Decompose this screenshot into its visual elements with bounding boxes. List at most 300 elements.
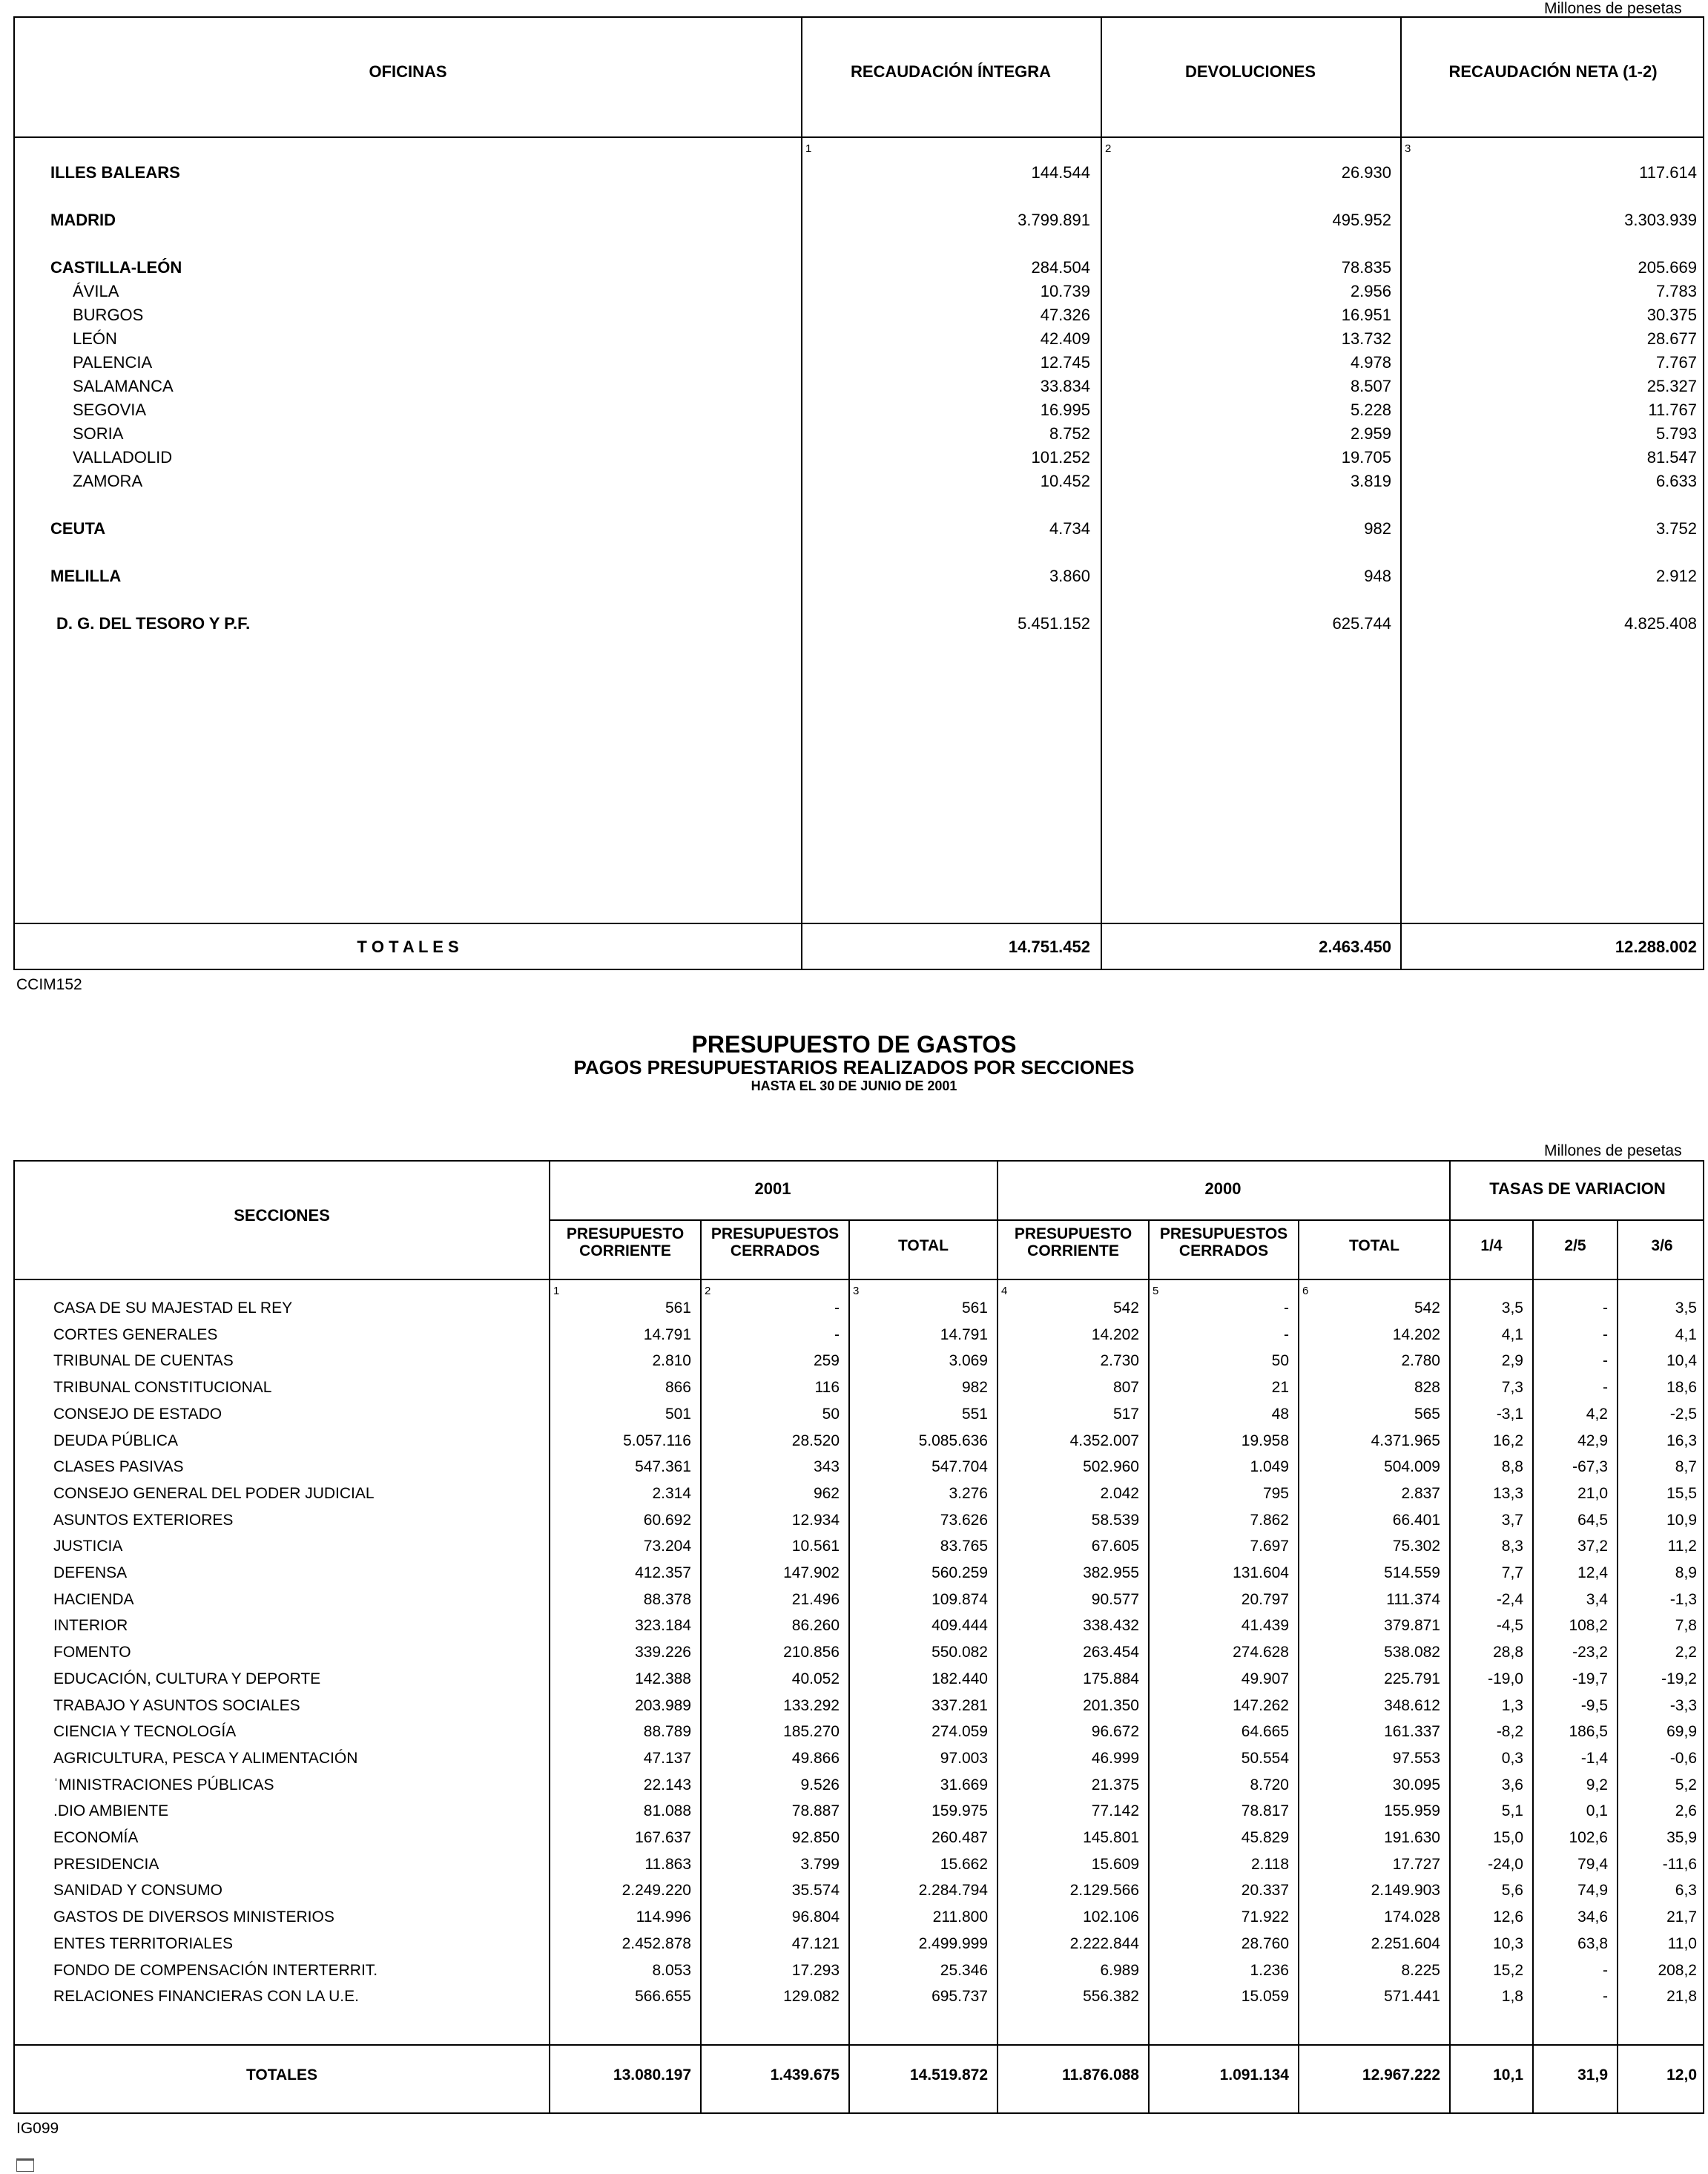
cell-value: 550.082: [932, 1644, 988, 1661]
cell-value: 7,7: [1501, 1564, 1523, 1581]
cell-value: 21.496: [791, 1591, 840, 1608]
cell-value: 274.059: [932, 1723, 988, 1740]
cell-value: 102,6: [1569, 1829, 1608, 1846]
cell-value: 382.955: [1083, 1564, 1139, 1581]
cell-value: 2.810: [652, 1352, 691, 1369]
total-value: 31,9: [1577, 2066, 1608, 2084]
header-recaudacion-neta: RECAUDACIÓN NETA (1-2): [1448, 62, 1658, 81]
table-row: [15, 1908, 1703, 1931]
row-label: EDUCACIÓN, CULTURA Y DEPORTE: [53, 1670, 321, 1687]
header-2001: 2001: [754, 1179, 791, 1198]
cell-value: 46.999: [1091, 1750, 1139, 1767]
cell-value: 12.934: [791, 1512, 840, 1529]
cell-value: 560.259: [932, 1564, 988, 1581]
cell-value: 73.204: [643, 1538, 691, 1555]
cell-value: 10,3: [1493, 1935, 1523, 1952]
page-date: HASTA EL 30 DE JUNIO DE 2001: [751, 1078, 957, 1093]
cell-value: 28.677: [1646, 329, 1697, 348]
row-label: PALENCIA: [73, 353, 153, 372]
total-value: 10,1: [1493, 2066, 1523, 2084]
cell-value: -9,5: [1580, 1697, 1608, 1714]
cell-value: 3.303.939: [1624, 211, 1697, 229]
cell-value: -: [1603, 1988, 1608, 2005]
cell-value: 25.346: [940, 1962, 988, 1979]
row-label: LEÓN: [73, 329, 117, 348]
group-divider: [549, 1219, 1703, 1221]
cell-value: 8,8: [1501, 1458, 1523, 1475]
cell-value: 19.705: [1341, 448, 1391, 467]
cell-value: 92.850: [791, 1829, 840, 1846]
row-label: ECONOMÍA: [53, 1829, 139, 1846]
cell-value: 2.452.878: [621, 1935, 691, 1952]
cell-value: 21,0: [1577, 1485, 1608, 1502]
cell-value: 17.727: [1392, 1856, 1440, 1873]
cell-value: 45.829: [1241, 1829, 1289, 1846]
header-tasas: TASAS DE VARIACION: [1489, 1179, 1666, 1198]
row-label: PRESIDENCIA: [53, 1856, 159, 1873]
cell-value: 16,2: [1493, 1432, 1523, 1449]
cell-value: 565: [1414, 1406, 1440, 1423]
total-value: 12.967.222: [1362, 2066, 1440, 2084]
cell-value: 561: [961, 1300, 988, 1317]
cell-value: 131.604: [1233, 1564, 1289, 1581]
cell-value: 201.350: [1083, 1697, 1139, 1714]
cell-value: 49.907: [1241, 1670, 1289, 1687]
row-label: ˈMINISTRACIONES PÚBLICAS: [53, 1776, 274, 1793]
cell-value: 10.739: [1040, 282, 1090, 300]
cell-value: 18,6: [1666, 1379, 1697, 1396]
row-label: FOMENTO: [53, 1644, 131, 1661]
cell-value: 962: [813, 1485, 840, 1502]
collections-table: [13, 16, 1704, 970]
cell-value: 96.804: [791, 1908, 840, 1926]
cell-value: 97.003: [940, 1750, 988, 1767]
cell-value: 538.082: [1384, 1644, 1440, 1661]
cell-value: 2,9: [1501, 1352, 1523, 1369]
cell-value: 16,3: [1666, 1432, 1697, 1449]
row-label: AGRICULTURA, PESCA Y ALIMENTACIÓN: [53, 1750, 358, 1767]
cell-value: 109.874: [932, 1591, 988, 1608]
cell-value: 117.614: [1639, 163, 1697, 182]
cell-value: -: [834, 1300, 840, 1317]
cell-value: 133.292: [783, 1697, 840, 1714]
cell-value: -4,5: [1496, 1617, 1523, 1634]
cell-value: 17.293: [791, 1962, 840, 1979]
subheader: 2/5: [1564, 1237, 1586, 1254]
row-label: CEUTA: [50, 519, 106, 538]
cell-value: 71.922: [1241, 1908, 1289, 1926]
table-row: [15, 1406, 1703, 1428]
page-title: PRESUPUESTO DE GASTOS: [691, 1031, 1017, 1058]
cell-value: 10.561: [791, 1538, 840, 1555]
cell-value: 69,9: [1666, 1723, 1697, 1740]
row-label: DEFENSA: [53, 1564, 128, 1581]
cell-value: 5,2: [1675, 1776, 1697, 1793]
cell-value: -19,2: [1661, 1670, 1697, 1687]
total-value: 14.519.872: [909, 2066, 988, 2084]
cell-value: 1,8: [1501, 1988, 1523, 2005]
cell-value: 186,5: [1569, 1723, 1608, 1740]
cell-value: 4,1: [1675, 1326, 1697, 1343]
row-label: CONSEJO GENERAL DEL PODER JUDICIAL: [53, 1485, 375, 1502]
header-oficinas: OFICINAS: [369, 62, 447, 81]
cell-value: 2.222.844: [1069, 1935, 1139, 1952]
report-code-1: CCIM152: [16, 976, 82, 993]
unit-label-1: Millones de pesetas: [1544, 0, 1682, 17]
cell-value: 21,8: [1666, 1988, 1697, 2005]
cell-value: 1,3: [1501, 1697, 1523, 1714]
cell-value: 556.382: [1083, 1988, 1139, 2005]
cell-value: 7,8: [1675, 1617, 1697, 1634]
row-label: JUSTICIA: [53, 1538, 123, 1555]
cell-value: 514.559: [1384, 1564, 1440, 1581]
table-row: [15, 1935, 1703, 1957]
row-label: CIENCIA Y TECNOLOGÍA: [53, 1723, 237, 1740]
cell-value: 78.887: [791, 1802, 840, 1819]
table-row: [15, 472, 1703, 494]
cell-value: 2.730: [1100, 1352, 1139, 1369]
cell-value: 8,9: [1675, 1564, 1697, 1581]
cell-value: -8,2: [1496, 1723, 1523, 1740]
cell-value: 145.801: [1083, 1829, 1139, 1846]
totals-divider: [15, 2044, 1703, 2046]
cell-value: 3,4: [1586, 1591, 1608, 1608]
cell-value: 2.780: [1401, 1352, 1440, 1369]
cell-value: 274.628: [1233, 1644, 1289, 1661]
table-row: [15, 1432, 1703, 1455]
cell-value: 28.520: [791, 1432, 840, 1449]
cell-value: 1.236: [1250, 1962, 1289, 1979]
row-label: ILLES BALEARS: [50, 163, 180, 182]
cell-value: -: [1603, 1962, 1608, 1979]
cell-value: 3.276: [949, 1485, 988, 1502]
cell-value: 2.314: [652, 1485, 691, 1502]
cell-value: 3.799: [800, 1856, 840, 1873]
table-row: [15, 1776, 1703, 1799]
table-row: [15, 282, 1703, 304]
cell-value: 12,4: [1577, 1564, 1608, 1581]
row-label: GASTOS DE DIVERSOS MINISTERIOS: [53, 1908, 334, 1926]
cell-value: 75.302: [1392, 1538, 1440, 1555]
cell-value: 97.553: [1392, 1750, 1440, 1767]
cell-value: 8.720: [1250, 1776, 1289, 1793]
cell-value: 504.009: [1384, 1458, 1440, 1475]
cell-value: -: [1603, 1300, 1608, 1317]
cell-value: 343: [813, 1458, 840, 1475]
cell-value: 263.454: [1083, 1644, 1139, 1661]
table-row: [15, 1670, 1703, 1693]
row-label: VALLADOLID: [73, 448, 173, 467]
cell-value: 90.577: [1091, 1591, 1139, 1608]
cell-value: 14.202: [1392, 1326, 1440, 1343]
cell-value: 147.262: [1233, 1697, 1289, 1714]
cell-value: 50: [822, 1406, 840, 1423]
cell-value: 50: [1271, 1352, 1289, 1369]
cell-value: 502.960: [1083, 1458, 1139, 1475]
table-row: [15, 1564, 1703, 1587]
row-label: SEGOVIA: [73, 401, 147, 419]
cell-value: 28.760: [1241, 1935, 1289, 1952]
cell-value: 25.327: [1646, 377, 1697, 395]
cell-value: 2.042: [1100, 1485, 1139, 1502]
cell-value: 9,2: [1586, 1776, 1608, 1793]
cell-value: 5.451.152: [1018, 614, 1090, 633]
cell-value: 12.745: [1040, 353, 1090, 372]
cell-value: 210.856: [783, 1644, 840, 1661]
row-label: ASUNTOS EXTERIORES: [53, 1512, 234, 1529]
row-label: HACIENDA: [53, 1591, 134, 1608]
cell-value: 547.361: [635, 1458, 691, 1475]
cell-value: 4.734: [1049, 519, 1090, 538]
table-row: [15, 211, 1703, 233]
table-row: [15, 1829, 1703, 1851]
table-row: [15, 1352, 1703, 1374]
table-row: [15, 567, 1703, 589]
table-row: [15, 1988, 1703, 2010]
cell-value: 174.028: [1384, 1908, 1440, 1926]
cell-value: 88.789: [643, 1723, 691, 1740]
cell-value: 948: [1364, 567, 1391, 585]
cell-value: 28,8: [1493, 1644, 1523, 1661]
cell-value: 15.059: [1241, 1988, 1289, 2005]
cell-value: 15.609: [1091, 1856, 1139, 1873]
cell-value: 79,4: [1577, 1856, 1608, 1873]
cell-value: -: [834, 1326, 840, 1343]
row-label: CASTILLA-LEÓN: [50, 258, 182, 277]
cell-value: 2.959: [1350, 424, 1391, 443]
row-label: MELILLA: [50, 567, 122, 585]
total-value: 12,0: [1666, 2066, 1697, 2084]
cell-value: 8,3: [1501, 1538, 1523, 1555]
cell-value: 175.884: [1083, 1670, 1139, 1687]
cell-value: 34,6: [1577, 1908, 1608, 1926]
cell-value: -1,3: [1669, 1591, 1697, 1608]
table-row: [15, 448, 1703, 470]
cell-value: 6.633: [1655, 472, 1697, 490]
cell-value: 259: [813, 1352, 840, 1369]
payments-table: [13, 1160, 1704, 2114]
subheader: TOTAL: [897, 1237, 949, 1254]
header-divider: [15, 136, 1703, 138]
cell-value: 102.106: [1083, 1908, 1139, 1926]
cell-value: 866: [665, 1379, 691, 1396]
row-label: CASA DE SU MAJESTAD EL REY: [53, 1300, 293, 1317]
cell-value: 2.499.999: [918, 1935, 988, 1952]
cell-value: 203.989: [635, 1697, 691, 1714]
cell-value: 542: [1112, 1300, 1139, 1317]
subheader: PRESUPUESTOS CERRADOS: [1159, 1225, 1288, 1259]
subheader: 1/4: [1480, 1237, 1503, 1254]
row-label: .DIO AMBIENTE: [53, 1802, 169, 1819]
cell-value: 101.252: [1031, 448, 1090, 467]
cell-value: 63,8: [1577, 1935, 1608, 1952]
cell-value: 83.765: [940, 1538, 988, 1555]
cell-value: 4.978: [1350, 353, 1391, 372]
totals-label: TOTALES: [245, 2066, 318, 2084]
cell-value: 625.744: [1332, 614, 1391, 633]
column-number: 1: [805, 142, 812, 155]
cell-value: 20.797: [1241, 1591, 1289, 1608]
cell-value: 8,7: [1675, 1458, 1697, 1475]
cell-value: 11.767: [1648, 401, 1697, 419]
cell-value: 129.082: [783, 1988, 840, 2005]
cell-value: 3,5: [1675, 1300, 1697, 1317]
column-number: 4: [1001, 1285, 1008, 1297]
cell-value: -: [1603, 1326, 1608, 1343]
cell-value: -24,0: [1488, 1856, 1523, 1873]
row-label: CONSEJO DE ESTADO: [53, 1406, 222, 1423]
cell-value: 807: [1112, 1379, 1139, 1396]
row-label: CLASES PASIVAS: [53, 1458, 184, 1475]
cell-value: 0,1: [1586, 1802, 1608, 1819]
cell-value: -67,3: [1572, 1458, 1608, 1475]
cell-value: 8.752: [1049, 424, 1090, 443]
cell-value: 19.958: [1241, 1432, 1289, 1449]
cell-value: 11.863: [644, 1856, 691, 1873]
cell-value: 78.817: [1241, 1802, 1289, 1819]
cell-value: 77.142: [1091, 1802, 1139, 1819]
header-divider: [15, 1279, 1703, 1280]
cell-value: 14.791: [940, 1326, 988, 1343]
cell-value: 208,2: [1658, 1962, 1697, 1979]
table-row: [15, 377, 1703, 399]
row-label: TRABAJO Y ASUNTOS SOCIALES: [53, 1697, 300, 1714]
table-row: [15, 1591, 1703, 1613]
cell-value: 12,6: [1493, 1908, 1523, 1926]
column-number: 3: [1405, 142, 1411, 155]
total-value: 2.463.450: [1319, 938, 1391, 956]
cell-value: 4.371.965: [1371, 1432, 1440, 1449]
cell-value: 8.225: [1401, 1962, 1440, 1979]
column-number: 2: [705, 1285, 711, 1297]
cell-value: 225.791: [1384, 1670, 1440, 1687]
cell-value: 8.053: [652, 1962, 691, 1979]
cell-value: 86.260: [791, 1617, 840, 1634]
cell-value: 108,2: [1569, 1617, 1608, 1634]
cell-value: 155.959: [1384, 1802, 1440, 1819]
cell-value: -23,2: [1572, 1644, 1608, 1661]
cell-value: 982: [1364, 519, 1391, 538]
cell-value: 4.352.007: [1069, 1432, 1139, 1449]
cell-value: 116: [814, 1379, 840, 1396]
cell-value: 33.834: [1040, 377, 1090, 395]
table-row: [15, 1538, 1703, 1560]
subheader: PRESUPUESTOS CERRADOS: [710, 1225, 840, 1259]
cell-value: 542: [1414, 1300, 1440, 1317]
cell-value: 47.326: [1040, 306, 1090, 324]
cell-value: 142.388: [635, 1670, 691, 1687]
table-row: [15, 614, 1703, 636]
subheader: 3/6: [1651, 1237, 1673, 1254]
cell-value: 7.783: [1655, 282, 1697, 300]
cell-value: 47.137: [643, 1750, 691, 1767]
cell-value: 339.226: [635, 1644, 691, 1661]
cell-value: 561: [665, 1300, 691, 1317]
cell-value: 7.697: [1250, 1538, 1289, 1555]
unit-label-2: Millones de pesetas: [1544, 1142, 1682, 1159]
cell-value: 5.085.636: [918, 1432, 988, 1449]
row-label: CORTES GENERALES: [53, 1326, 218, 1343]
cell-value: 16.951: [1341, 306, 1391, 324]
cell-value: 22.143: [643, 1776, 691, 1793]
cell-value: 566.655: [635, 1988, 691, 2005]
cell-value: 60.692: [643, 1512, 691, 1529]
cell-value: 78.835: [1341, 258, 1391, 277]
cell-value: 40.052: [791, 1670, 840, 1687]
cell-value: 159.975: [932, 1802, 988, 1819]
table-row: [15, 1458, 1703, 1480]
cell-value: 211.800: [932, 1908, 988, 1926]
cell-value: 5.793: [1655, 424, 1697, 443]
cell-value: 10,9: [1666, 1512, 1697, 1529]
header-2000: 2000: [1204, 1179, 1242, 1198]
cell-value: 9.526: [800, 1776, 840, 1793]
cell-value: -0,6: [1669, 1750, 1697, 1767]
cell-value: 161.337: [1384, 1723, 1440, 1740]
cell-value: 2.129.566: [1069, 1882, 1139, 1899]
cell-value: 547.704: [932, 1458, 988, 1475]
cell-value: 409.444: [932, 1617, 988, 1634]
cell-value: 144.544: [1031, 163, 1090, 182]
cell-value: 695.737: [932, 1988, 988, 2005]
cell-value: 81.088: [643, 1802, 691, 1819]
cell-value: 30.095: [1392, 1776, 1440, 1793]
cell-value: 74,9: [1577, 1882, 1608, 1899]
cell-value: 3,5: [1501, 1300, 1523, 1317]
cell-value: 2.912: [1655, 567, 1697, 585]
cell-value: 501: [665, 1406, 691, 1423]
cell-value: 66.401: [1392, 1512, 1440, 1529]
report-code-2: IG099: [16, 2120, 59, 2137]
cell-value: -2,4: [1496, 1591, 1523, 1608]
cell-value: 1.049: [1250, 1458, 1289, 1475]
header-recaudacion-integra: RECAUDACIÓN ÍNTEGRA: [850, 62, 1052, 81]
cell-value: 517: [1112, 1406, 1139, 1423]
cell-value: 795: [1262, 1485, 1289, 1502]
cell-value: 13,3: [1493, 1485, 1523, 1502]
cell-value: 7,3: [1501, 1379, 1523, 1396]
cell-value: 47.121: [791, 1935, 840, 1952]
cell-value: 2,6: [1675, 1802, 1697, 1819]
table-row: [15, 1326, 1703, 1348]
table-row: [15, 519, 1703, 541]
cell-value: 114.996: [636, 1908, 691, 1926]
column-number: 5: [1153, 1285, 1159, 1297]
cell-value: 96.672: [1091, 1723, 1139, 1740]
table-row: [15, 1512, 1703, 1534]
cell-value: 6.989: [1100, 1962, 1139, 1979]
column-number: 6: [1302, 1285, 1309, 1297]
cell-value: 3.799.891: [1018, 211, 1090, 229]
cell-value: 2.837: [1401, 1485, 1440, 1502]
cell-value: 15.662: [940, 1856, 988, 1873]
cell-value: 2.118: [1251, 1856, 1289, 1873]
column-number: 2: [1105, 142, 1112, 155]
table-row: [15, 1379, 1703, 1401]
cell-value: 13.732: [1341, 329, 1391, 348]
cell-value: 21.375: [1091, 1776, 1139, 1793]
cell-value: 323.184: [635, 1617, 691, 1634]
table-row: [15, 1697, 1703, 1719]
cell-value: 73.626: [940, 1512, 988, 1529]
cell-value: -3,1: [1496, 1406, 1523, 1423]
cell-value: 64.665: [1241, 1723, 1289, 1740]
total-value: 1.091.134: [1219, 2066, 1289, 2084]
cell-value: 8.507: [1350, 377, 1391, 395]
cell-value: 67.605: [1091, 1538, 1139, 1555]
cell-value: 37,2: [1577, 1538, 1608, 1555]
cell-value: 15,0: [1493, 1829, 1523, 1846]
